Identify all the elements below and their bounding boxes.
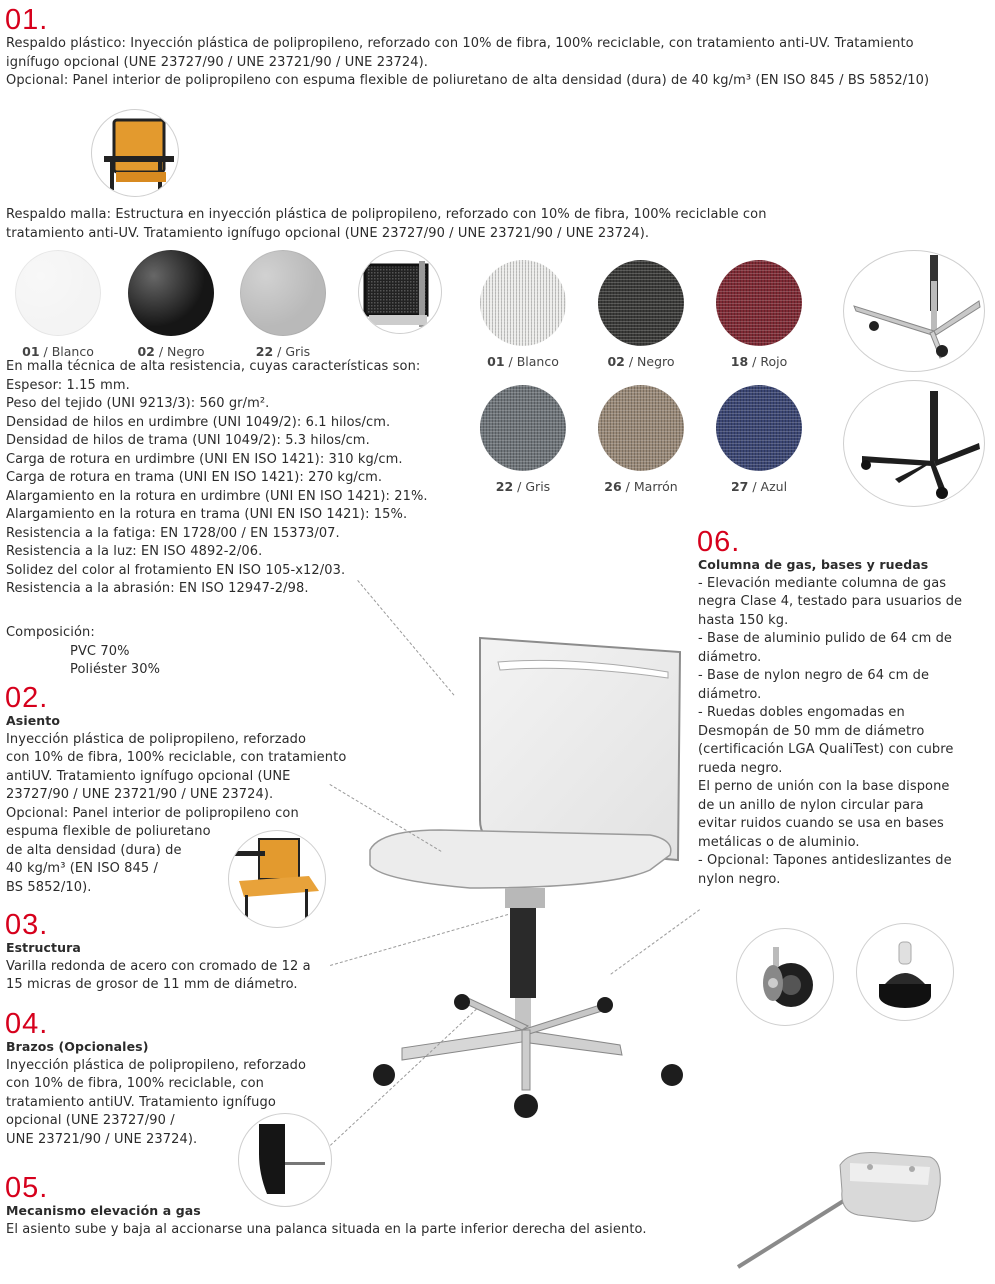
mesh-back-line-2: tratamiento anti-UV. Tratamiento ignífugo opcional (UNE 23727/90 / UNE 23721/90 / UNE 23724). — [6, 225, 650, 241]
section-01-number: 01. — [5, 4, 49, 36]
section-05-number: 05. — [5, 1172, 49, 1204]
section-03-line-2: 15 micras de grosor de 11 mm de diámetro. — [6, 977, 298, 992]
section-02-line: antiUV. Tratamiento ignífugo opcional (UNE — [6, 768, 291, 784]
plastic-swatch-label — [220, 344, 346, 359]
spec-item: Carga de rotura en trama (UNI EN ISO 1421): 270 kg/cm. — [6, 470, 383, 485]
composition-item: Poliéster 30% — [70, 662, 161, 677]
swatch-name: Marrón — [633, 479, 678, 494]
section-04-title: Brazos (Opcionales) — [6, 1039, 149, 1054]
swatch-name: Gris — [525, 479, 551, 494]
section-02-line: Inyección plástica de polipropileno, reforzado — [6, 731, 307, 747]
glide-cap-thumbnail — [856, 923, 954, 1021]
mesh-back-illustration — [359, 251, 441, 333]
mesh-swatch-01 — [480, 260, 566, 346]
section-06-line: negra Clase 4, testado para usuarios de — [698, 594, 963, 609]
aluminium-base-thumbnail — [843, 250, 985, 372]
mesh-back-text — [6, 206, 991, 243]
section-04-line: con 10% de fibra, 100% reciclable, con — [6, 1076, 265, 1091]
section-06-line: nylon negro. — [698, 871, 781, 887]
orange-back-illustration — [92, 110, 178, 196]
swatch-separator: / — [621, 479, 634, 494]
section-03-number: 03. — [5, 909, 49, 941]
mesh-swatch-26 — [598, 385, 684, 471]
section-02-line: BS 5852/10). — [6, 879, 92, 895]
section-06-line: de un anillo de nylon circular para — [698, 797, 924, 813]
section-06-line: Desmopán de 50 mm de diámetro — [698, 723, 925, 739]
mesh-specs-list — [6, 358, 476, 599]
swatch-name: Blanco — [51, 344, 94, 359]
spec-item: Resistencia a la fatiga: EN 1728/00 / EN 15373/07. — [6, 525, 340, 541]
spec-item: Resistencia a la luz: EN ISO 4892-2/06. — [6, 544, 263, 559]
spec-item: Densidad de hilos de trama (UNI 1049/2): 5.3 hilos/cm. — [6, 433, 370, 448]
section-02-line: Opcional: Panel interior de polipropileno con — [6, 805, 299, 821]
spec-item: Solidez del color al frotamiento EN ISO 105-x12/03. — [6, 562, 346, 578]
mesh-swatch-label — [578, 479, 704, 494]
swatch-separator: / — [748, 354, 761, 369]
swatch-code: 02 — [607, 354, 625, 369]
section-01-line-1: Respaldo plástico: Inyección plástica de polipropileno, reforzado con 10% de fibra, 100% reciclable, con tratamiento anti-UV. Tratamiento — [6, 36, 914, 51]
section-06-line: rueda negro. — [698, 760, 783, 776]
mesh-swatch-label — [696, 354, 822, 369]
spec-item: Peso del tejido (UNI 9213/3): 560 gr/m². — [6, 396, 270, 411]
swatch-name: Blanco — [516, 354, 559, 369]
glide-cap-illustration — [857, 924, 953, 1020]
composition — [6, 624, 306, 680]
nylon-base-illustration — [844, 381, 984, 506]
section-06-line: - Elevación mediante columna de gas — [698, 575, 947, 591]
orange-seat-illustration — [229, 831, 325, 927]
section-02-line: de alta densidad (dura) de — [6, 842, 182, 858]
composition-title: Composición: — [6, 625, 95, 640]
section-02-text — [6, 712, 386, 897]
section-06-line: - Opcional: Tapones antideslizantes de — [698, 853, 952, 868]
spec-item: Espesor: 1.15 mm. — [6, 377, 130, 393]
swatch-name: Azul — [760, 479, 788, 494]
spec-item: Densidad de hilos en urdimbre (UNI 1049/2): 6.1 hilos/cm. — [6, 414, 391, 430]
caster-wheel-illustration — [737, 929, 833, 1025]
section-06-line: (certificación LGA QualiTest) con cubre — [698, 742, 954, 757]
section-06-number: 06. — [697, 526, 741, 558]
section-01-line-2: ignífugo opcional (UNE 23727/90 / UNE 23721/90 / UNE 23724). — [6, 54, 428, 70]
section-06-text — [698, 556, 993, 889]
section-04-number: 04. — [5, 1008, 49, 1040]
mesh-swatch-18 — [716, 260, 802, 346]
spec-item: Resistencia a la abrasión: EN ISO 12947-2/98. — [6, 581, 309, 596]
plastic-swatch-22 — [240, 250, 326, 336]
nylon-base-thumbnail — [843, 380, 985, 507]
section-06-line: evitar ruidos cuando se usa en bases — [698, 816, 944, 831]
swatch-code: 22 — [255, 344, 274, 359]
section-05-text — [6, 1202, 766, 1239]
section-06-line: metálicas o de aluminio. — [698, 834, 860, 850]
swatch-code: 01 — [487, 354, 505, 369]
swatch-separator: / — [624, 354, 638, 369]
section-03-text — [6, 939, 346, 995]
gas-lever-illustration — [730, 1145, 950, 1275]
spec-item: En malla técnica de alta resistencia, cuyas características son: — [6, 359, 421, 374]
section-06-line: diámetro. — [698, 686, 762, 702]
plastic-back-thumbnail — [91, 109, 179, 197]
spec-item: Alargamiento en la rotura en trama (UNI EN ISO 1421): 15%. — [6, 507, 408, 522]
mesh-swatch-22 — [480, 385, 566, 471]
swatch-separator: / — [273, 344, 286, 359]
mesh-swatch-label — [696, 479, 822, 494]
mesh-swatch-label — [460, 354, 586, 369]
section-03-title: Estructura — [6, 940, 81, 955]
swatch-name: Negro — [637, 354, 675, 369]
plastic-swatch-label — [0, 344, 121, 359]
armrest-thumbnail — [238, 1113, 332, 1207]
composition-item: PVC 70% — [70, 643, 130, 659]
plastic-swatch-02 — [128, 250, 214, 336]
section-02-line: 40 kg/m³ (EN ISO 845 / — [6, 861, 158, 876]
section-06-title: Columna de gas, bases y ruedas — [698, 557, 929, 572]
section-06-line: - Ruedas dobles engomadas en — [698, 705, 905, 720]
seat-thumbnail — [228, 830, 326, 928]
section-02-line: con 10% de fibra, 100% reciclable, con tratamiento — [6, 750, 347, 765]
swatch-name: Gris — [285, 344, 311, 359]
section-06-line: - Base de nylon negro de 64 cm de — [698, 668, 930, 683]
mesh-swatch-label — [460, 479, 586, 494]
swatch-separator: / — [154, 344, 168, 359]
section-02-number: 02. — [5, 682, 49, 714]
section-02-title: Asiento — [6, 713, 61, 728]
section-06-line: - Base de aluminio pulido de 64 cm de — [698, 631, 953, 646]
swatch-code: 01 — [22, 344, 40, 359]
chair-main-illustration — [350, 630, 690, 1130]
mesh-back-thumbnail — [358, 250, 442, 334]
section-04-line: opcional (UNE 23727/90 / — [6, 1113, 175, 1128]
section-05-line-1: El asiento sube y baja al accionarse una palanca situada en la parte inferior derecha del asiento. — [6, 1221, 647, 1237]
armrest-illustration — [239, 1114, 331, 1206]
section-04-line: UNE 23721/90 / UNE 23724). — [6, 1131, 198, 1147]
swatch-name: Rojo — [760, 354, 788, 369]
section-04-line: tratamiento antiUV. Tratamiento ignífugo — [6, 1094, 276, 1110]
aluminium-base-illustration — [844, 251, 984, 371]
mesh-swatch-label — [578, 354, 704, 369]
swatch-separator: / — [39, 344, 52, 359]
section-02-line: espuma flexible de poliuretano — [6, 824, 211, 839]
plastic-swatch-01 — [15, 250, 101, 336]
mesh-swatch-02 — [598, 260, 684, 346]
section-02-line: 23727/90 / UNE 23721/90 / UNE 23724). — [6, 787, 274, 802]
swatch-separator: / — [748, 479, 761, 494]
swatch-code: 02 — [137, 344, 155, 359]
swatch-code: 22 — [495, 479, 514, 494]
swatch-code: 18 — [730, 354, 749, 369]
swatch-separator: / — [513, 479, 526, 494]
section-06-body — [698, 575, 993, 890]
spec-item: Carga de rotura en urdimbre (UNI EN ISO 1421): 310 kg/cm. — [6, 451, 403, 467]
swatch-separator: / — [504, 354, 517, 369]
mesh-back-line-1: Respaldo malla: Estructura en inyección plástica de polipropileno, reforzado con 10% de fibra, 100% reciclable con — [6, 207, 767, 222]
spec-item: Alargamiento en la rotura en urdimbre (UNI EN ISO 1421): 21%. — [6, 488, 428, 504]
section-01-text — [6, 35, 991, 91]
plastic-swatch-label — [108, 344, 234, 359]
section-03-line-1: Varilla redonda de acero con cromado de 12 a — [6, 958, 311, 974]
swatch-code: 27 — [730, 479, 749, 494]
section-06-line: El perno de unión con la base dispone — [698, 779, 950, 794]
section-05-title: Mecanismo elevación a gas — [6, 1203, 201, 1218]
section-02-body — [6, 731, 386, 898]
swatch-code: 26 — [604, 479, 622, 494]
section-01-line-3: Opcional: Panel interior de polipropileno con espuma flexible de poliuretano de alta densidad (dura) de 40 kg/m³ (EN ISO 845 / BS 5852/10) — [6, 73, 930, 88]
mesh-swatch-27 — [716, 385, 802, 471]
section-04-line: Inyección plástica de polipropileno, reforzado — [6, 1057, 307, 1073]
section-06-line: diámetro. — [698, 649, 762, 665]
caster-wheel-thumbnail — [736, 928, 834, 1026]
section-06-line: hasta 150 kg. — [698, 612, 789, 628]
mesh-specs — [6, 358, 476, 599]
swatch-name: Negro — [167, 344, 205, 359]
